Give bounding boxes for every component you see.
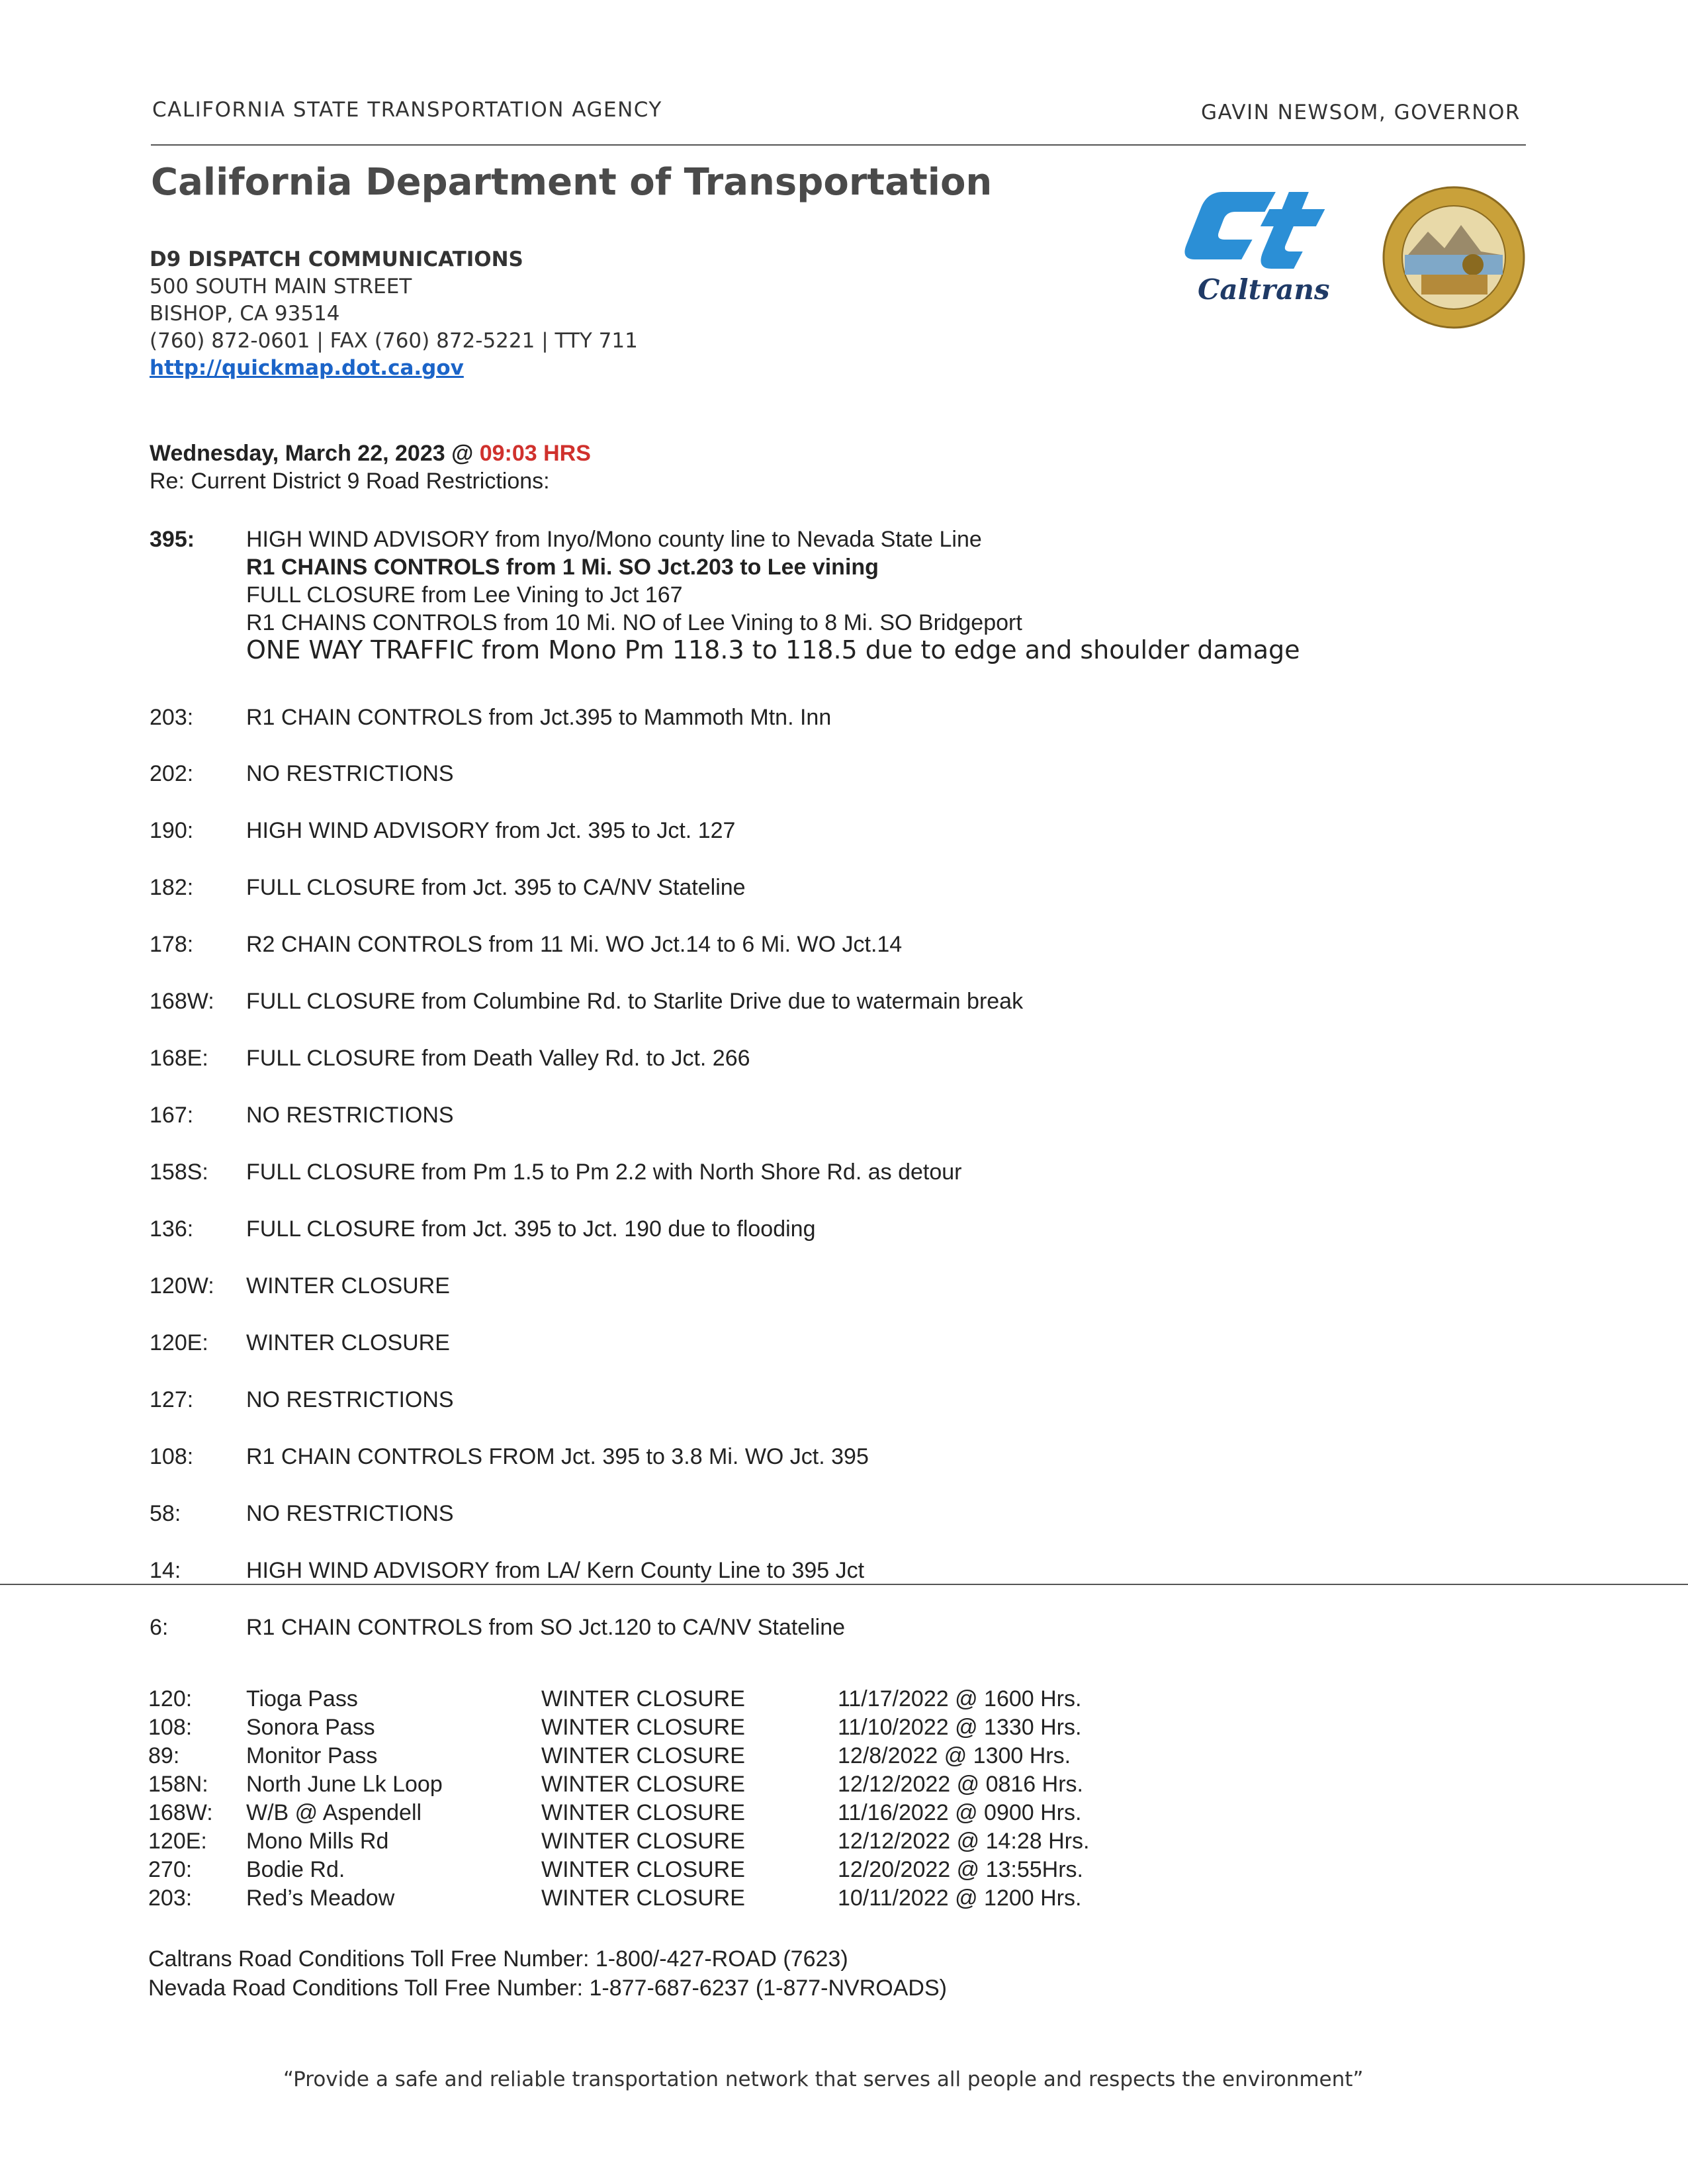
route-label: 158S: [150, 1160, 208, 1185]
phone-line: (760) 872-0601 | FAX (760) 872-5221 | TTY 711 [150, 329, 638, 353]
report-date: Wednesday, March 22, 2023 @ [150, 441, 480, 466]
closure-name: Tioga Pass [246, 1686, 358, 1711]
closure-route: 203: [148, 1886, 193, 1911]
closure-route: 168W: [148, 1800, 213, 1825]
closure-status: WINTER CLOSURE [541, 1715, 745, 1740]
report-time: 09:03 HRS [479, 441, 591, 466]
tollfree-numbers [148, 1944, 947, 2003]
office-address [150, 246, 638, 382]
route-status: FULL CLOSURE from Pm 1.5 to Pm 2.2 with North Shore Rd. as detour [246, 1160, 962, 1185]
closure-date: 12/12/2022 @ 14:28 Hrs. [838, 1829, 1090, 1854]
closure-route: 108: [148, 1715, 193, 1740]
report-subject: Re: Current District 9 Road Restrictions: [150, 469, 550, 494]
nevada-tollfree: Nevada Road Conditions Toll Free Number: 1-877-687-6237 (1-877-NVROADS) [148, 1976, 947, 2001]
route-label: 120E: [150, 1330, 208, 1355]
route-label: 190: [150, 818, 194, 843]
quickmap-link[interactable]: http://quickmap.dot.ca.gov [150, 356, 464, 380]
department-title: California Department of Transportation [151, 161, 993, 204]
route-label: 14: [150, 1558, 181, 1583]
closure-status: WINTER CLOSURE [541, 1829, 745, 1854]
closure-status: WINTER CLOSURE [541, 1857, 745, 1882]
route-status: R2 CHAIN CONTROLS from 11 Mi. WO Jct.14 to 6 Mi. WO Jct.14 [246, 932, 903, 957]
closure-status: WINTER CLOSURE [541, 1886, 745, 1911]
strikethrough-line [0, 1584, 1688, 1585]
closure-route: 270: [148, 1857, 193, 1882]
route-label: 108: [150, 1444, 194, 1469]
closure-date: 11/16/2022 @ 0900 Hrs. [838, 1800, 1082, 1825]
route-status: NO RESTRICTIONS [246, 1501, 454, 1526]
route-label: 395: [150, 527, 195, 552]
caltrans-logo [1178, 185, 1350, 318]
route-label: 178: [150, 932, 194, 957]
route-label: 136: [150, 1216, 194, 1242]
header-rule [151, 144, 1526, 146]
route-status: NO RESTRICTIONS [246, 1387, 454, 1412]
route-label: 58: [150, 1501, 181, 1526]
route-status: NO RESTRICTIONS [246, 1103, 454, 1128]
closure-name: Bodie Rd. [246, 1857, 345, 1882]
route-label: 168W: [150, 989, 214, 1014]
closure-status: WINTER CLOSURE [541, 1743, 745, 1768]
closure-route: 120: [148, 1686, 193, 1711]
route-label: 167: [150, 1103, 194, 1128]
street-address: 500 SOUTH MAIN STREET [150, 275, 412, 298]
route-status: FULL CLOSURE from Jct. 395 to CA/NV Stateline [246, 875, 746, 900]
closure-route: 89: [148, 1743, 180, 1768]
route-status: R1 CHAIN CONTROLS from Jct.395 to Mammoth Mtn. Inn [246, 705, 832, 730]
closure-date: 12/12/2022 @ 0816 Hrs. [838, 1772, 1083, 1797]
route-label: 6: [150, 1615, 169, 1640]
california-seal-icon [1382, 185, 1526, 330]
closure-date: 12/8/2022 @ 1300 Hrs. [838, 1743, 1071, 1768]
route-status: NO RESTRICTIONS [246, 761, 454, 786]
route-label: 202: [150, 761, 194, 786]
closure-date: 10/11/2022 @ 1200 Hrs. [838, 1886, 1082, 1911]
closure-date: 11/17/2022 @ 1600 Hrs. [838, 1686, 1082, 1711]
route-status: R1 CHAIN CONTROLS from SO Jct.120 to CA/NV Stateline [246, 1615, 846, 1640]
closure-name: North June Lk Loop [246, 1772, 443, 1797]
route-label: 127: [150, 1387, 194, 1412]
route-status: R1 CHAIN CONTROLS FROM Jct. 395 to 3.8 Mi. WO Jct. 395 [246, 1444, 869, 1469]
caltrans-wordmark: Caltrans [1198, 273, 1330, 306]
closure-route: 120E: [148, 1829, 207, 1854]
closure-route: 158N: [148, 1772, 208, 1797]
closure-name: W/B @ Aspendell [246, 1800, 422, 1825]
route-395-line-1: HIGH WIND ADVISORY from Inyo/Mono county line to Nevada State Line [246, 527, 982, 552]
office-name: D9 DISPATCH COMMUNICATIONS [150, 248, 523, 271]
closure-status: WINTER CLOSURE [541, 1772, 745, 1797]
route-label: 168E: [150, 1046, 208, 1071]
closure-date: 11/10/2022 @ 1330 Hrs. [838, 1715, 1082, 1740]
route-label: 203: [150, 705, 194, 730]
agency-name: CALIFORNIA STATE TRANSPORTATION AGENCY [152, 98, 662, 122]
route-395-line-4: R1 CHAINS CONTROLS from 10 Mi. NO of Lee Vining to 8 Mi. SO Bridgeport [246, 610, 1022, 635]
route-label: 120W: [150, 1273, 214, 1298]
route-395-line-3: FULL CLOSURE from Lee Vining to Jct 167 [246, 582, 683, 608]
route-status: FULL CLOSURE from Columbine Rd. to Starlite Drive due to watermain break [246, 989, 1024, 1014]
route-395-line-2: R1 CHAINS CONTROLS from 1 Mi. SO Jct.203 to Lee vining [246, 555, 879, 580]
route-status: WINTER CLOSURE [246, 1330, 450, 1355]
route-status: WINTER CLOSURE [246, 1273, 450, 1298]
closure-name: Sonora Pass [246, 1715, 375, 1740]
closure-name: Monitor Pass [246, 1743, 378, 1768]
caltrans-tollfree: Caltrans Road Conditions Toll Free Number: 1-800/-427-ROAD (7623) [148, 1946, 848, 1972]
closure-name: Red’s Meadow [246, 1886, 395, 1911]
governor-name: GAVIN NEWSOM, GOVERNOR [1201, 101, 1521, 124]
route-status: FULL CLOSURE from Death Valley Rd. to Jct. 266 [246, 1046, 750, 1071]
closure-status: WINTER CLOSURE [541, 1800, 745, 1825]
city-address: BISHOP, CA 93514 [150, 302, 340, 326]
route-395-line-5: ONE WAY TRAFFIC from Mono Pm 118.3 to 118.5 due to edge and shoulder damage [246, 635, 1300, 664]
route-status: HIGH WIND ADVISORY from LA/ Kern County Line to 395 Jct [246, 1558, 865, 1583]
closure-name: Mono Mills Rd [246, 1829, 389, 1854]
route-status: FULL CLOSURE from Jct. 395 to Jct. 190 due to flooding [246, 1216, 816, 1242]
report-dateline [150, 441, 591, 467]
route-status: HIGH WIND ADVISORY from Jct. 395 to Jct. 127 [246, 818, 736, 843]
route-label: 182: [150, 875, 194, 900]
footer-motto: “Provide a safe and reliable transportation network that serves all people and respects the environment” [283, 2068, 1364, 2091]
closure-date: 12/20/2022 @ 13:55Hrs. [838, 1857, 1083, 1882]
closure-status: WINTER CLOSURE [541, 1686, 745, 1711]
